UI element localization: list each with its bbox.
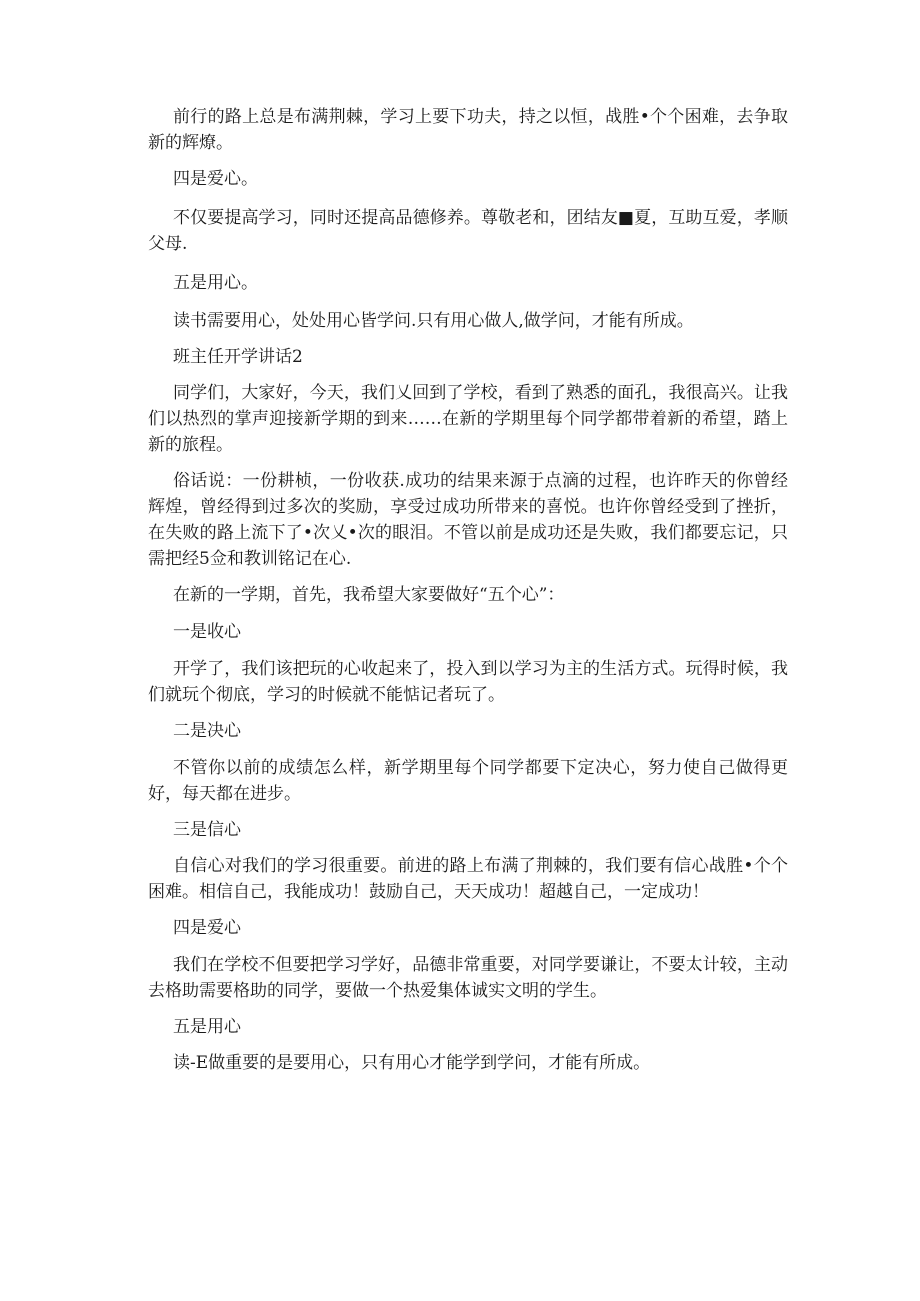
paragraph: 不仅要提高学习，同时还提高品德修养。尊敬老和，团结友■夏，互助互爱，孝顺父母. [148, 208, 788, 254]
section-heading: 二是决心 [173, 721, 241, 741]
section-heading: 三是信心 [173, 820, 241, 840]
paragraph: 前行的路上总是布满荆棘，学习上要下功夫，持之以恒，战胜•个个困难，去争取新的辉燎。 [148, 107, 788, 153]
paragraph: 俗话说：一份耕桢，一份收获.成功的结果来源于点滴的过程，也许昨天的你曾经辉煌，曾经得到过多次的奖励，享受过成功所带来的喜悦。也许你曾经受到了挫折，在失败的路上流下了•次乂•次的眼泪。不管以前是成功还是失败，我们都要忘记，只需把经5佥和教训铭记在心. [148, 471, 788, 569]
section-heading: 一是收心 [173, 622, 241, 642]
paragraph: 自信心对我们的学习很重要。前进的路上布满了荆棘的，我们要有信心战胜•个个困难。相信自己，我能成功！鼓励自己，天天成功！超越自己，一定成功！ [148, 856, 788, 902]
paragraph: 不管你以前的成绩怎么样，新学期里每个同学都要下定决心，努力使自己做得更好，每天都在进步。 [148, 758, 788, 804]
document-body [148, 104, 788, 1076]
paragraph: 我们在学校不但要把学习学好，品德非常重要，对同学要谦让，不要太计较，主动去格助需要格助的同学，要做一个热爱集体诚实文明的学生。 [148, 955, 788, 1001]
section-heading: 四是爱心。 [173, 169, 258, 189]
paragraph: 开学了，我们该把玩的心收起来了，投入到以学习为主的生活方式。玩得时候，我们就玩个彻底，学习的时候就不能惦记者玩了。 [148, 659, 788, 705]
paragraph: 读-E做重要的是要用心，只有用心才能学到学问，才能有所成。 [173, 1053, 651, 1073]
section-title: 班主任开学讲话2 [173, 347, 303, 367]
paragraph: 读书需要用心，处处用心皆学问.只有用心做人,做学问，才能有所成。 [173, 311, 694, 331]
section-heading: 五是用心。 [173, 273, 258, 293]
section-heading: 五是用心 [173, 1017, 241, 1037]
paragraph: 在新的一学期，首先，我希望大家要做好“五个心”： [173, 585, 565, 605]
paragraph: 同学们，大家好，今天，我们乂回到了学校，看到了熟悉的面孔，我很高兴。让我们以热烈的掌声迎接新学期的到来……在新的学期里每个同学都带着新的希望，踏上新的旅程。 [148, 383, 788, 455]
section-heading: 四是爱心 [173, 918, 241, 938]
